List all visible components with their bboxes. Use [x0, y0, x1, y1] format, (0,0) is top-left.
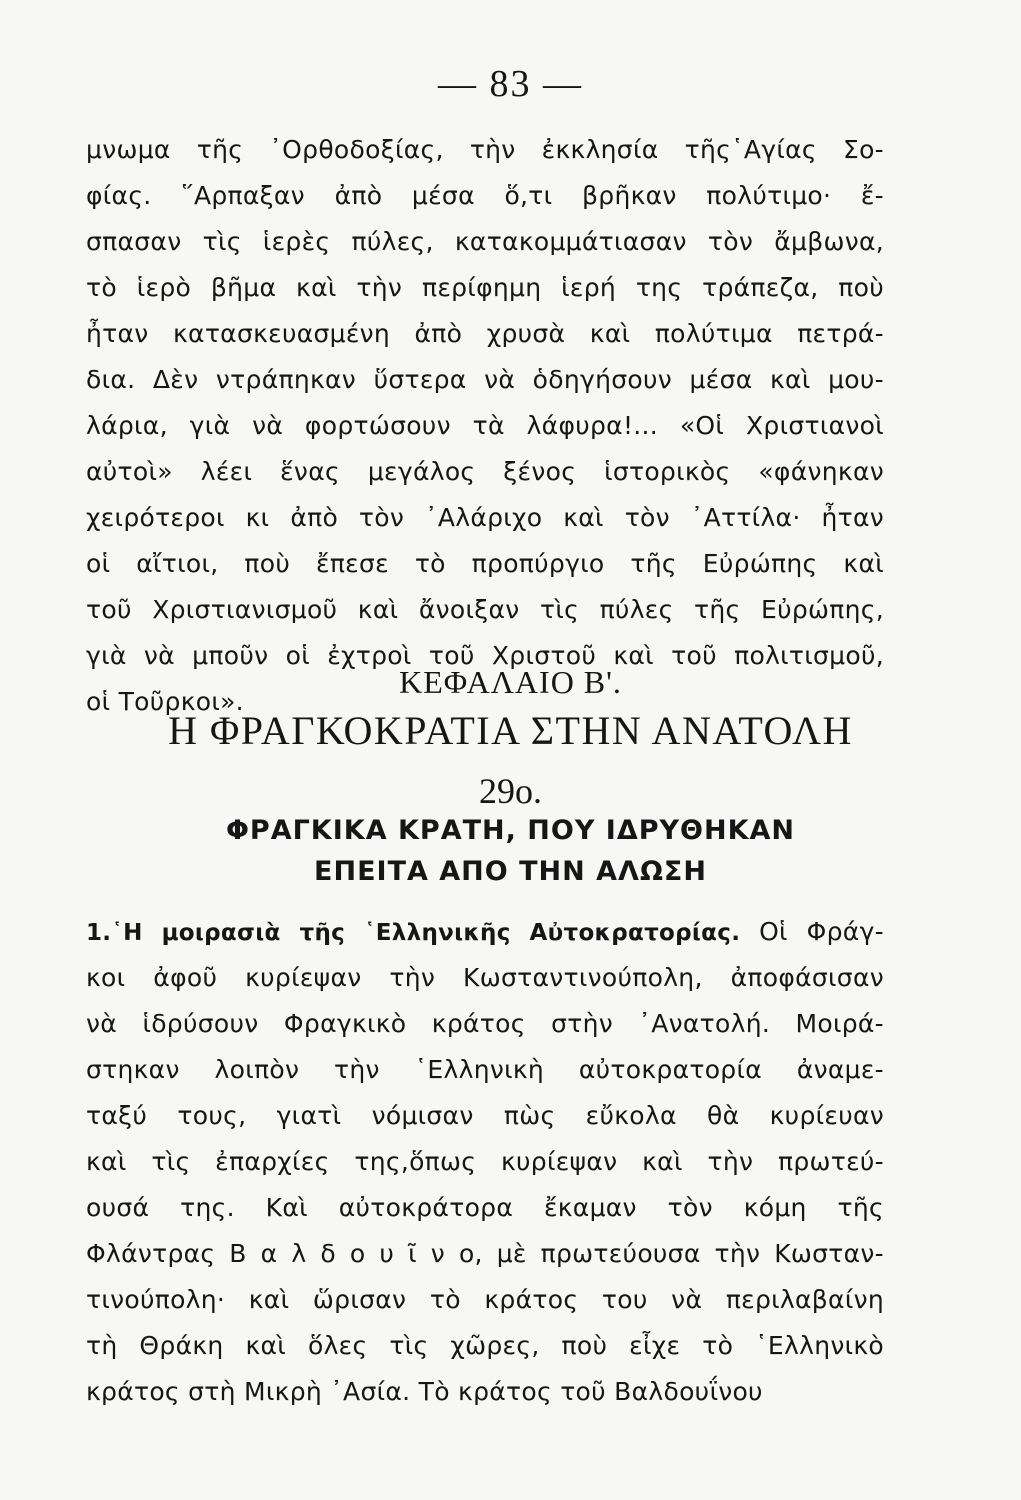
- chapter-label: ΚΕΦΑΛΑΙΟ Β'.: [399, 664, 622, 700]
- text-line: ουσά της. Καὶ αὐτοκράτορα ἔκαμαν τὸν κόμη τῆς: [86, 1193, 884, 1222]
- paragraph-first-line: [86, 912, 884, 952]
- text-line: γιὰ νὰ μποῦν οἱ ἐχτροὶ τοῦ Χριστοῦ καὶ τοῦ πολιτισμοῦ,: [86, 641, 884, 670]
- section-heading: ΦΡΑΓΚΙΚΑ ΚΡΑΤΗ, ΠΟΥ ΙΔΡΥΘΗΚΑΝ: [225, 815, 796, 846]
- text-line: Φλάντρας Β α λ δ ο υ ῖ ν ο, μὲ πρωτεύουσα τὴν Κωσταν-: [86, 1239, 884, 1268]
- text-line: στηκαν λοιπὸν τὴν ῾Ελληνικὴ αὐτοκρατορία ἀναμε-: [86, 1055, 884, 1084]
- text-line: οἱ Τοῦρκοι».: [86, 687, 244, 716]
- paragraph-first-rest: Οἱ Φράγ-: [740, 917, 884, 946]
- text-line: κοι ἀφοῦ κυρίεψαν τὴν Κωσταντινούπολη, ἀποφάσισαν: [86, 963, 884, 992]
- text-line: δια. Δὲν ντράπηκαν ὕστερα νὰ ὁδηγήσουν μέσα καὶ μου-: [86, 365, 884, 394]
- text-line: αὐτοὶ» λέει ἕνας μεγάλος ξένος ἱστορικὸς «φάνηκαν: [86, 457, 884, 486]
- text-line: κράτος στὴ Μικρὴ ᾿Ασία. Τὸ κράτος τοῦ Βαλδουΐνου: [86, 1377, 763, 1406]
- text-line: μνωμα τῆς ᾿Ορθοδοξίας, τὴν ἐκκλησία τῆς῾Αγίας Σο-: [86, 135, 884, 164]
- text-line: τὴ Θράκη καὶ ὅλες τὶς χῶρες, ποὺ εἶχε τὸ ῾Ελληνικὸ: [86, 1331, 884, 1360]
- text-line: τινούπολη· καὶ ὥρισαν τὸ κράτος του νὰ περιλαβαίνη: [86, 1285, 884, 1314]
- text-line: οἱ αἴτιοι, ποὺ ἔπεσε τὸ προπύργιο τῆς Εὐρώπης καὶ: [86, 549, 884, 578]
- page-number: — 83 —: [438, 63, 583, 105]
- text-line: χειρότεροι κι ἀπὸ τὸν ᾿Αλάριχο καὶ τὸν ᾿Αττίλα· ἦταν: [86, 503, 884, 532]
- section-heading: ΕΠΕΙΤΑ ΑΠΟ ΤΗΝ ΑΛΩΣΗ: [314, 856, 707, 887]
- text-line: φίας. ῞Αρπαξαν ἀπὸ μέσα ὅ,τι βρῆκαν πολύτιμο· ἔ-: [86, 181, 884, 210]
- text-line: λάρια, γιὰ νὰ φορτώσουν τὰ λάφυρα!... «Οἱ Χριστιανοὶ: [86, 411, 884, 440]
- text-line: ταξύ τους, γιατὶ νόμισαν πὼς εὔκολα θὰ κυρίευαν: [86, 1101, 884, 1130]
- section-number: 29ο.: [479, 771, 542, 811]
- paragraph-lead: 1.῾Η μοιρασιὰ τῆς ῾Ελληνικῆς Αὐτοκρατορίας.: [86, 920, 741, 946]
- chapter-title: Η ΦΡΑΓΚΟΚΡΑΤΙΑ ΣΤΗΝ ΑΝΑΤΟΛΗ: [168, 708, 853, 753]
- text-line: σπασαν τὶς ἱερὲς πύλες, κατακομμάτιασαν τὸν ἄμβωνα,: [86, 227, 884, 256]
- text-line: νὰ ἱδρύσουν Φραγκικὸ κράτος στὴν ᾿Ανατολή. Μοιρά-: [86, 1009, 884, 1038]
- text-line: τὸ ἱερὸ βῆμα καὶ τὴν περίφημη ἱερή της τράπεζα, ποὺ: [86, 273, 884, 302]
- text-line: τοῦ Χριστιανισμοῦ καὶ ἄνοιξαν τὶς πύλες τῆς Εὐρώπης,: [86, 595, 884, 624]
- text-line: καὶ τὶς ἐπαρχίες της,ὅπως κυρίεψαν καὶ τὴν πρωτεύ-: [86, 1147, 884, 1176]
- text-line: ἦταν κατασκευασμένη ἀπὸ χρυσὰ καὶ πολύτιμα πετρά-: [86, 319, 884, 348]
